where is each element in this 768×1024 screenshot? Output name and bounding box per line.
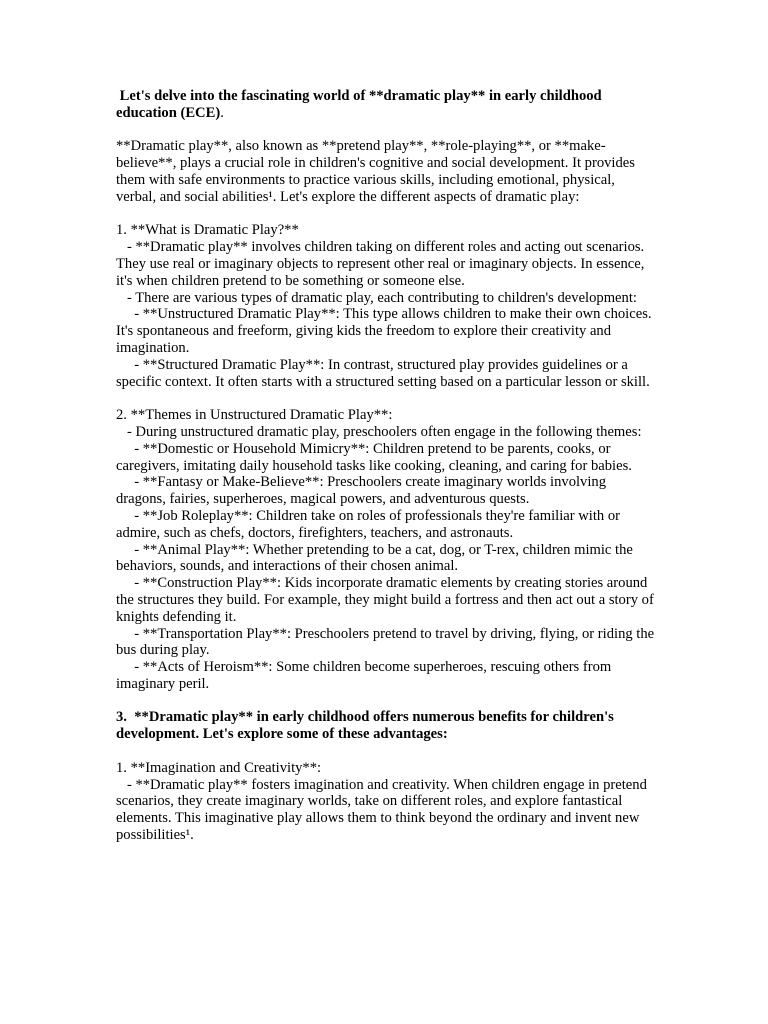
section-2-line: - **Acts of Heroism**: Some children become superheroes, rescuing others from imaginary peril. xyxy=(116,659,615,692)
section-1-line: - **Structured Dramatic Play**: In contrast, structured play provides guidelines or a specific context. It often starts with a structured setting based on a particular lesson or skill. xyxy=(116,356,650,390)
section-2-line: - **Fantasy or Make-Believe**: Preschoolers create imaginary worlds involving dragons, fairies, superheroes, magical powers, and adventurous quests. xyxy=(116,474,610,508)
heading-tail: . xyxy=(220,104,224,121)
section-1-title: 1. **What is Dramatic Play?** xyxy=(116,222,299,239)
document-page xyxy=(116,88,656,844)
section-3-title: 3. **Dramatic play** in early childhood offers numerous benefits for children's development. Let's explore some of these advantages: xyxy=(116,709,618,743)
paragraph-gap xyxy=(116,693,656,710)
paragraph-gap xyxy=(116,122,656,139)
section-2-line: - **Construction Play**: Kids incorporate dramatic elements by creating stories around the structures they build. For example, they might build a fortress and then act out a story of knights defending it. xyxy=(116,575,658,625)
section-2-line: - **Domestic or Household Mimicry**: Children pretend to be parents, cooks, or caregivers, imitating daily household tasks like cooking, cleaning, and caring for babies. xyxy=(116,440,632,474)
paragraph-gap xyxy=(116,206,656,223)
section-1-line: - **Unstructured Dramatic Play**: This type allows children to make their own choices. It's spontaneous and freeform, giving kids the freedom to explore their creativity and imagination. xyxy=(116,306,656,356)
subsection-1-title: 1. **Imagination and Creativity**: xyxy=(116,759,322,776)
paragraph-gap xyxy=(116,390,656,407)
section-2-title: 2. **Themes in Unstructured Dramatic Play**: xyxy=(116,407,393,424)
section-2-line: - **Animal Play**: Whether pretending to be a cat, dog, or T-rex, children mimic the behaviors, sounds, and interactions of their chosen animal. xyxy=(116,541,637,575)
section-2-line: - **Transportation Play**: Preschoolers pretend to travel by driving, flying, or riding the bus during play. xyxy=(116,625,658,659)
section-2-line: - **Job Roleplay**: Children take on roles of professionals they're familiar with or admire, such as chefs, doctors, firefighters, teachers, and astronauts. xyxy=(116,507,624,541)
section-1-line: - There are various types of dramatic play, each contributing to children's development: xyxy=(116,289,637,306)
paragraph-gap xyxy=(116,743,656,760)
intro-paragraph: **Dramatic play**, also known as **pretend play**, **role-playing**, or **make-believe**, plays a crucial role in children's cognitive and social development. It provides them with safe environments to practice various skills, including emotional, physical, verbal, and social abilities¹. Let's explore the different aspects of dramatic play: xyxy=(116,138,639,205)
section-1-line: - **Dramatic play** involves children taking on different roles and acting out scenarios. They use real or imaginary objects to represent other real or imaginary objects. In essence, it's when children pretend to be something or someone else. xyxy=(116,239,649,289)
subsection-1-line: - **Dramatic play** fosters imagination and creativity. When children engage in pretend scenarios, they create imaginary worlds, take on different roles, and explore fantastical elements. This imaginative play allows them to think beyond the ordinary and invent new possibilities¹. xyxy=(116,776,651,844)
section-2-line: - During unstructured dramatic play, preschoolers often engage in the following themes: xyxy=(116,423,642,440)
heading-lead: Let's delve into the fascinating world of **dramatic play** in early childhood education (ECE) xyxy=(116,88,606,121)
document-heading xyxy=(116,88,656,122)
